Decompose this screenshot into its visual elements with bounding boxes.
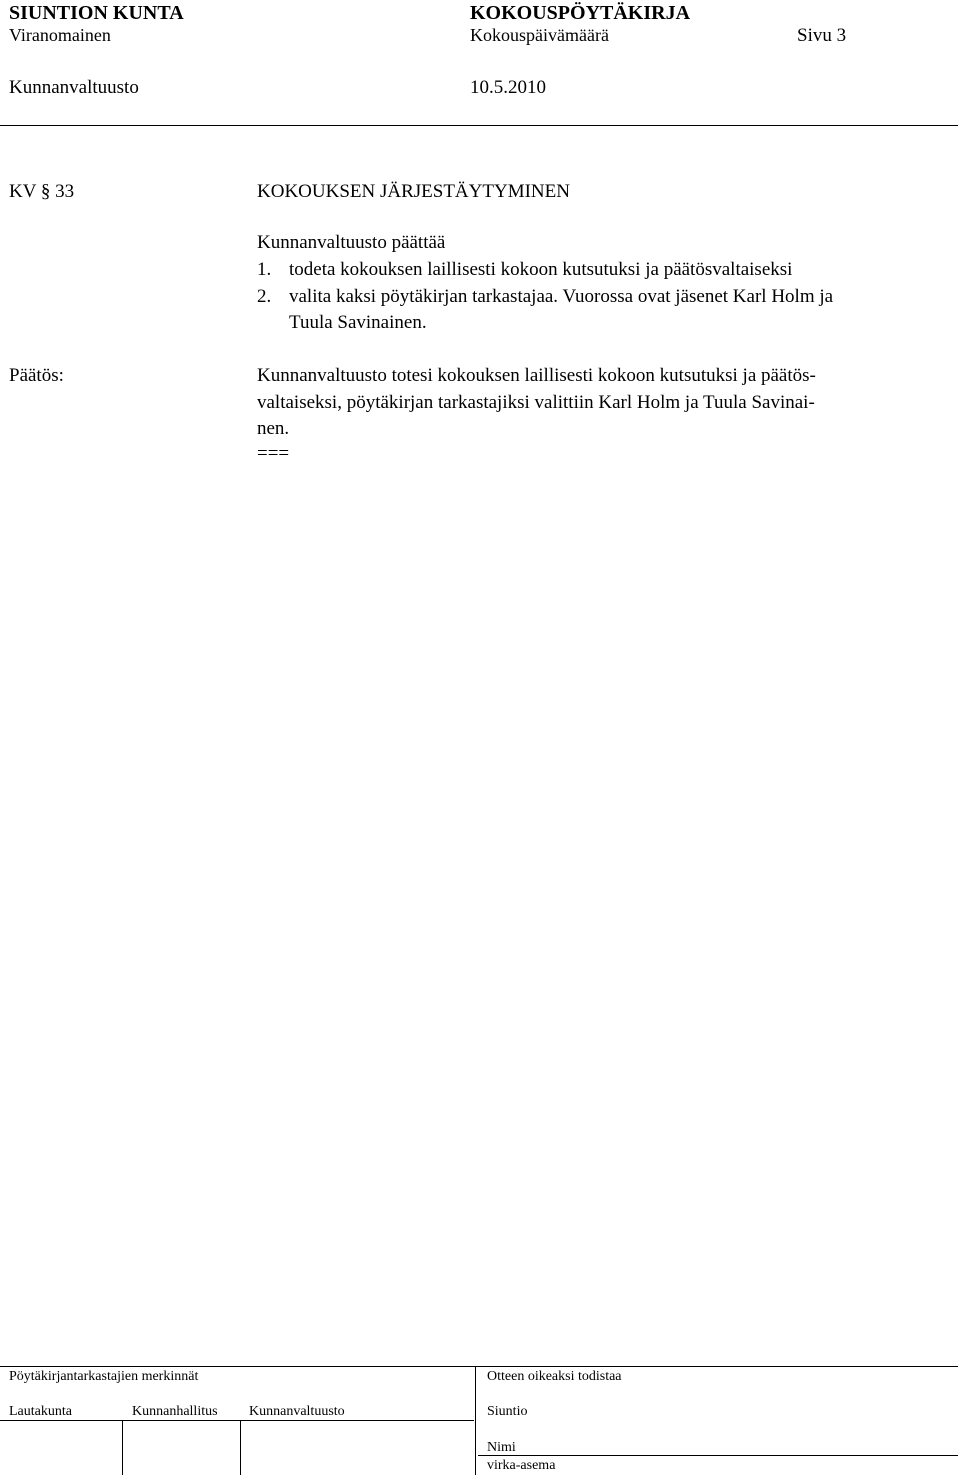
footer-column-divider: [475, 1366, 476, 1475]
reviewers-notes-label: Pöytäkirjantarkastajien merkinnät: [9, 1369, 199, 1384]
certified-copy-label: Otteen oikeaksi todistaa: [487, 1369, 622, 1384]
footer-row-border: [0, 1420, 474, 1421]
end-mark: ===: [257, 443, 290, 464]
meeting-date: 10.5.2010: [470, 77, 546, 98]
authority-name: Kunnanvaltuusto: [9, 77, 139, 98]
meeting-date-label: Kokouspäivämäärä: [470, 25, 609, 45]
proposal-item-text: todeta kokouksen laillisesti kokoon kutsutuksi ja päätösvaltaiseksi: [289, 259, 793, 280]
decision-label: Päätös:: [9, 365, 64, 386]
authority-label: Viranomainen: [9, 25, 111, 45]
decision-text-line: Kunnanvaltuusto totesi kokouksen laillisesti kokoon kutsutuksi ja päätös-: [257, 365, 816, 386]
page-number: Sivu 3: [797, 25, 847, 46]
name-label: Nimi: [487, 1440, 516, 1455]
section-title: KOKOUKSEN JÄRJESTÄYTYMINEN: [257, 181, 570, 202]
footer-top-border: [0, 1366, 958, 1367]
proposal-item-number: 2.: [257, 286, 272, 307]
section-number: KV § 33: [9, 181, 75, 202]
municipal-council-label: Kunnanvaltuusto: [249, 1404, 345, 1419]
proposal-item-number: 1.: [257, 259, 272, 280]
document-type: KOKOUSPÖYTÄKIRJA: [470, 2, 691, 24]
proposal-intro: Kunnanvaltuusto päättää: [257, 232, 446, 253]
position-label: virka-asema: [487, 1458, 556, 1473]
place-label: Siuntio: [487, 1404, 528, 1419]
footer-row-border: [478, 1455, 958, 1456]
footer-column-divider: [240, 1420, 241, 1475]
proposal-item-text-continued: Tuula Savinainen.: [289, 312, 427, 333]
decision-text-line: valtaiseksi, pöytäkirjan tarkastajiksi valittiin Karl Holm ja Tuula Savinai-: [257, 392, 815, 413]
municipal-government-label: Kunnanhallitus: [132, 1404, 218, 1419]
org-name: SIUNTION KUNTA: [9, 2, 184, 24]
proposal-item-text: valita kaksi pöytäkirjan tarkastajaa. Vuorossa ovat jäsenet Karl Holm ja: [289, 286, 834, 307]
decision-text-line: nen.: [257, 418, 290, 439]
footer-column-divider: [122, 1420, 123, 1475]
board-label: Lautakunta: [9, 1404, 72, 1419]
header-divider: [0, 125, 958, 126]
